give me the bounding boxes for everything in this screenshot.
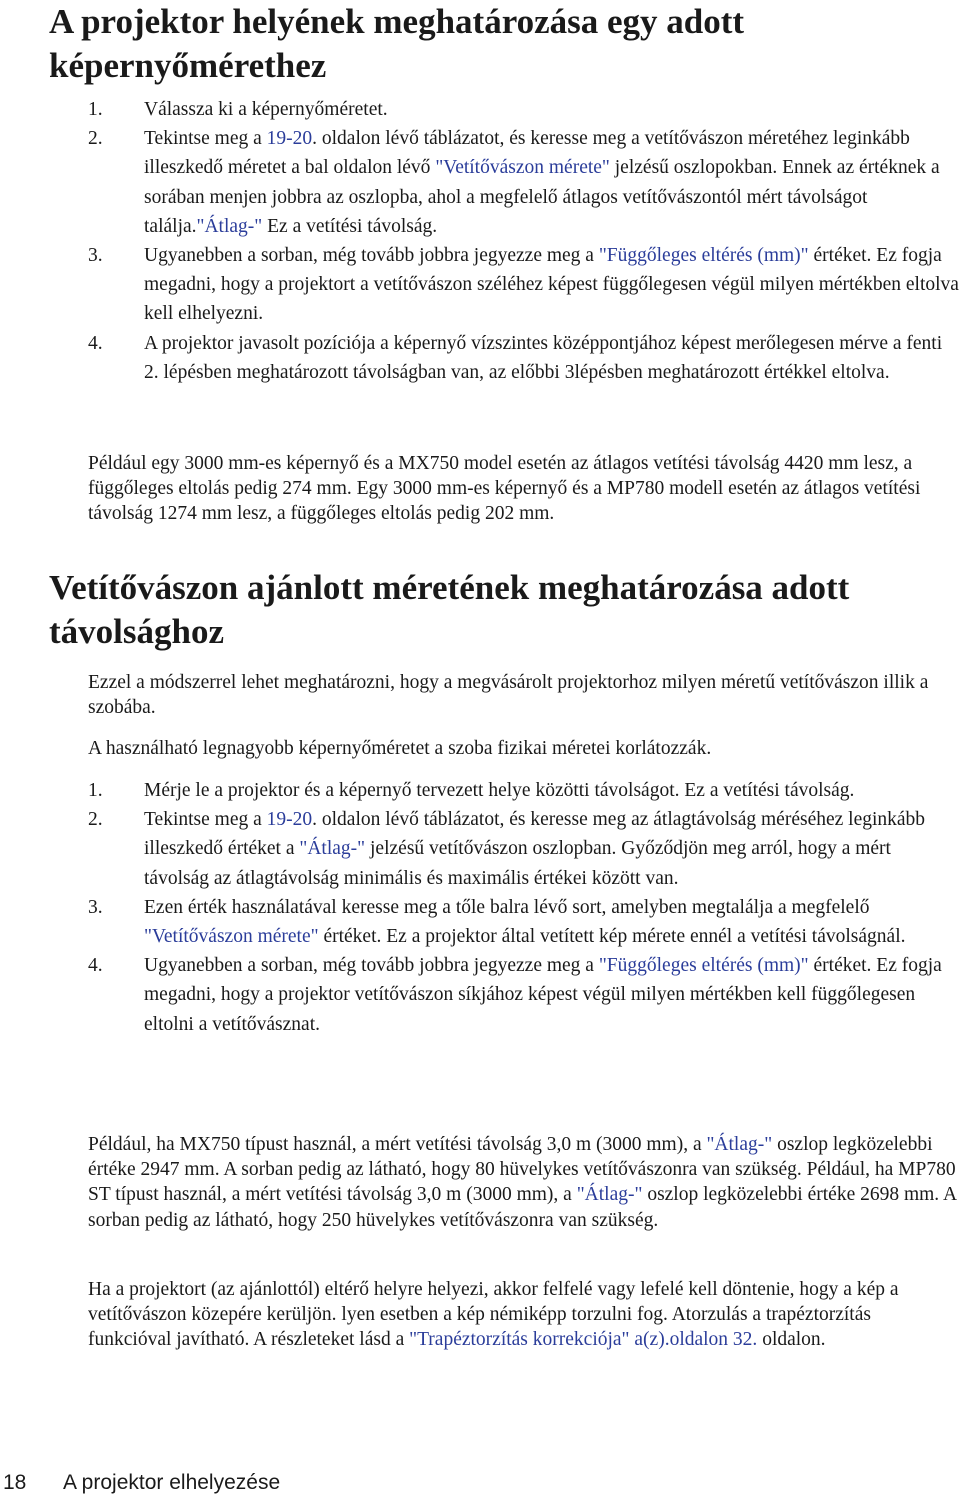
list-item [88, 329, 960, 387]
text-run: oszlop legközelebbi értéke 2947 mm. A sorban pedig az látható, hogy 80 hüvelykes vetítővászonra van szükség. Például, ha MP780 ST típust használ, a mért vetítési távolság 3,0 m (3000 mm), a [88, 1134, 956, 1206]
list-item [88, 776, 960, 805]
text-run: Ezen érték használatával keresse meg a tőle balra lévő sort, amelyben megtalálja a megfelelő [144, 896, 870, 918]
step-number: 4. [88, 332, 103, 354]
text-run: értéket. Ez a projektor által vetített kép mérete ennél a vetítési távolságnál. [318, 926, 906, 948]
cross-reference-link[interactable]: "Trapéztorzítás korrekciója" a(z).oldalon 32. [409, 1329, 758, 1351]
step-number: 3. [88, 245, 103, 267]
step-number: 3. [88, 896, 103, 918]
step-number: 2. [88, 128, 103, 150]
text-run: Ha a projektort (az ajánlottól) eltérő helyre helyezi, akkor felfelé vagy lefelé kell döntenie, hogy a kép a vetítővászon közepére kerüljön. lyen esetben a kép némiképp torzulni fog. Atorzulás a trapéztorzítás funkcióval javítható. A részleteket lásd a [88, 1279, 899, 1351]
step-number: 2. [88, 809, 103, 831]
list-item [88, 241, 960, 329]
step-text [144, 780, 854, 801]
steps-list-1 [88, 95, 960, 387]
text-run: Tekintse meg a [144, 809, 267, 831]
cross-reference-link[interactable]: "Függőleges eltérés (mm)" [598, 245, 809, 267]
intro-paragraph-limit: A használható legnagyobb képernyőméretet a szoba fizikai méretei korlátozzák. [88, 738, 712, 759]
section-title-projector-placement: A projektor helyének meghatározása egy adott képernyőmérethez [49, 2, 745, 85]
text-run: oldalon. [757, 1329, 826, 1351]
step-text [144, 245, 959, 324]
text-run: értéket. Ez fogja megadni, hogy a projektor vetítővászon síkjához képest végül milyen mértékben kell függőlegesen eltolni a vetítővásznat. [144, 955, 942, 1035]
text-run: . oldalon lévő táblázatot, és keresse meg az átlagtávolság méréséhez leginkább illeszkedő értéket a [144, 809, 926, 860]
list-item [88, 893, 960, 951]
text-run: Ugyanebben a sorban, még tovább jobbra jegyezze meg a [144, 245, 599, 267]
step-text [144, 897, 906, 947]
text-run: A projektor javasolt pozíciója a képernyő vízszintes középpontjához képest merőlegesen mérve a fenti 2. lépésben meghatározott távolságban van, az előbbi 3lépésben meghatározott értékkel eltolva. [144, 332, 943, 383]
cross-reference-link[interactable]: "Átlag-" [706, 1134, 773, 1155]
step-text [144, 128, 940, 237]
cross-reference-link[interactable]: "Függőleges eltérés (mm)" [598, 955, 809, 977]
text-run: Ugyanebben a sorban, még tovább jobbra jegyezze meg a [144, 955, 599, 977]
intro-paragraph: Ezzel a módszerrel lehet meghatározni, hogy a megvásárolt projektorhoz milyen méretű vetítővászon illik a szobába. [88, 672, 929, 719]
page-number: 18 [3, 1471, 27, 1494]
text-run: . oldalon lévő táblázatot, és keresse meg a vetítővászon méretéhez leginkább illeszkedő méretet a bal oldalon lévő [144, 128, 910, 179]
text-run: jelzésű oszlopokban. Ennek az értéknek a sorában menjen jobbra az oszlopba, ahol a megfelelő átlagos vetítővászontól mért távolságot találja. [144, 157, 940, 237]
step-text [144, 99, 388, 120]
list-item [88, 95, 960, 124]
step-number: 4. [88, 955, 103, 977]
list-item [88, 805, 960, 893]
text-run: oszlop legközelebbi értéke 2698 mm. A sorban pedig az látható, hogy 250 hüvelykes vetítővászonra van szükség. [88, 1184, 956, 1231]
note-paragraph [88, 1277, 958, 1353]
step-text [144, 809, 925, 888]
text-run: Például, ha MX750 típust használ, a mért vetítési távolság 3,0 m (3000 mm), a [88, 1134, 707, 1155]
footer-chapter-title: A projektor elhelyezése [63, 1471, 281, 1494]
step-number: 1. [88, 99, 103, 120]
step-number: 1. [88, 780, 103, 801]
cross-reference-link[interactable]: "Átlag-" [299, 838, 366, 860]
example-paragraph-1: Például egy 3000 mm-es képernyő és a MX750 model esetén az átlagos vetítési távolság 4420 mm lesz, a függőleges eltolás pedig 274 mm. Egy 3000 mm-es képernyő és a MP780 modell esetén az átlagos vetítési távolság 1274 mm lesz, a függőleges eltolás pedig 202 mm. [88, 453, 921, 525]
example-paragraph-2 [88, 1132, 958, 1233]
section-title-screen-size: Vetítővászon ajánlott méretének meghatározása adott távolsághoz [49, 568, 850, 651]
step-text [144, 333, 942, 383]
cross-reference-link[interactable]: 19-20 [266, 809, 313, 831]
text-run: Mérje le a projektor és a képernyő tervezett helye közötti távolságot. Ez a vetítési távolság. [144, 780, 855, 801]
list-item [88, 951, 960, 1039]
steps-list-2 [88, 776, 960, 1039]
text-run: értéket. Ez fogja megadni, hogy a projektort a vetítővászon széléhez képest függőlegesen végül milyen mértékben eltolva kell elhelyezni. [144, 245, 959, 325]
step-text [144, 955, 942, 1034]
cross-reference-link[interactable]: "Vetítővászon mérete" [144, 926, 319, 948]
cross-reference-link[interactable]: "Átlag-" [196, 215, 263, 237]
cross-reference-link[interactable]: "Vetítővászon mérete" [435, 157, 610, 179]
text-run: Válassza ki a képernyőméretet. [144, 99, 388, 120]
cross-reference-link[interactable]: "Átlag-" [576, 1184, 643, 1206]
list-item [88, 124, 960, 241]
text-run: jelzésű vetítővászon oszlopban. Győződjön meg arról, hogy a mért távolság az átlagtávolság minimális és maximális értékei között van. [144, 838, 891, 889]
cross-reference-link[interactable]: 19-20 [266, 128, 313, 150]
text-run: Tekintse meg a [144, 128, 267, 150]
text-run: Ez a vetítési távolság. [262, 215, 438, 237]
